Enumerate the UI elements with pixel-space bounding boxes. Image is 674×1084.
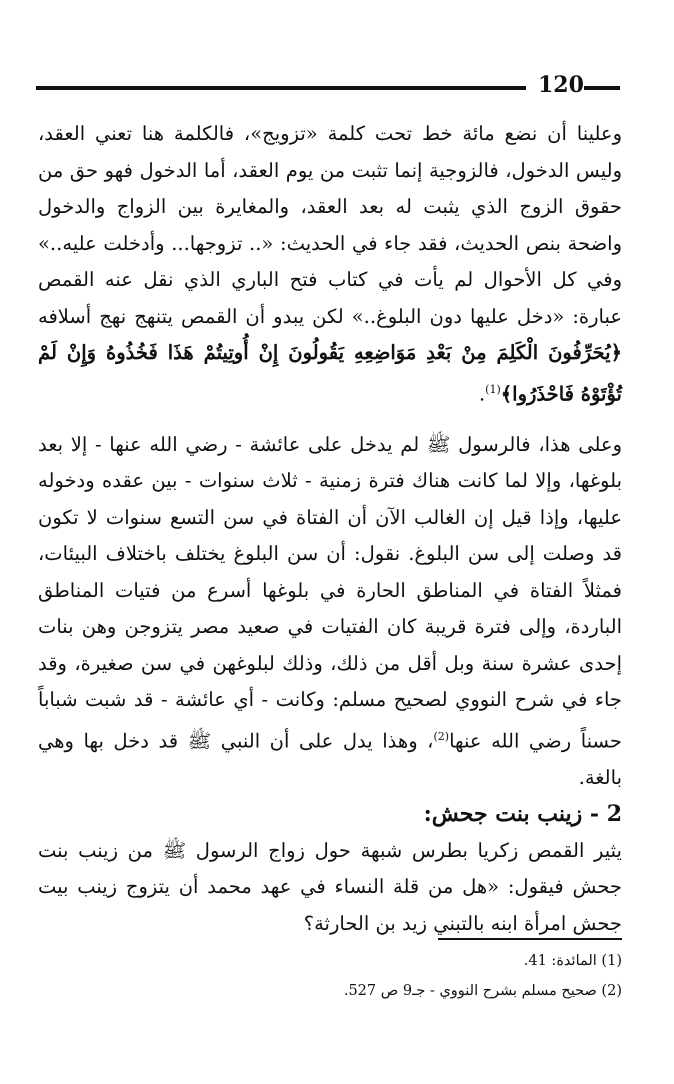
footnote-2: (2) صحيح مسلم بشرح النووي - جـ9 ص 527. xyxy=(343,983,622,999)
footnote-ref-1: (1) xyxy=(485,382,501,396)
paragraph-2: وعلى هذا، فالرسول ﷺ لم يدخل على عائشة - رضي الله عنها - إلا بعد بلوغها، وإلا لما كانت هناك فترة زمنية - ثلاث سنوات - بين عقده ودخوله عليها، وإذا قيل إن الغالب الآن أن الفتاة في سن التسع سنوات لا تكون قد وصلت إلى سن البلوغ. نقول: أن سن البلوغ يختلف باختلاف البيئات، فمثلاً الفتاة في المناطق الحارة في بلوغها أسرع من فتيات المناطق الباردة، وإلى فترة قريبة كان الفتيات في صعيد مصر يتزوجن وهن بنات إحدى عشرة سنة وبل أقل من ذلك، وذلك لبلوغهن في سن صغيرة، وقد جاء في شرح النووي لصحيح مسلم: وكانت - أي عائشة - قد شبت شباباً حسناً رضي الله عنها$^{(2)}$، وهذا يدل على أن النبي ﷺ قد دخل بها وهي بالغة. xyxy=(38,432,622,789)
paragraph-1: وعلينا أن نضع مائة خط تحت كلمة «تزويج»، فالكلمة هنا تعني العقد، وليس الدخول، فالزوجية إنما تثبت من يوم العقد، أما الدخول فهو حق من حقوق الزوج الذي يثبت له بعد العقد، والمغايرة بين الزواج والدخول واضحة بنص الحديث، فقد جاء في الحديث: «.. تزوجها... وأدخلت عليه..» وفي كل الأحوال لم يأت في كتاب فتح الباري الذي نقل عنه القمص عبارة: «دخل عليها دون البلوغ..» لكن يبدو أن القمص يتنهج نهج أسلافه ﴿يُحَرِّفُونَ الْكَلِمَ مِنْ بَعْدِ مَوَاضِعِهِ يَقُولُونَ إِنْ أُوتِيتُمْ هَذَا فَخُذُوهُ وَإِنْ لَمْ تُؤْتَوْهُ فَاحْذَرُوا﴾$^{(1)}$. xyxy=(38,122,622,405)
footnote-ref-2: (2) xyxy=(433,729,450,743)
quran-verse: ﴿يُحَرِّفُونَ الْكَلِمَ مِنْ بَعْدِ مَوَاضِعِهِ يَقُولُونَ إِنْ أُوتِيتُمْ هَذَا فَخُذُوهُ وَإِنْ لَمْ تُؤْتَوْهُ فَاحْذَرُوا﴾ xyxy=(38,341,622,405)
paragraph-3: يثير القمص زكريا بطرس شبهة حول زواج الرسول ﷺ من زينب بنت جحش فيقول: «هل من قلة النساء في عهد محمد أن يتزوج زينب بيت جحش امرأة ابنه بالتبني زيد بن الحارثة؟ xyxy=(38,838,622,935)
header-rule-short xyxy=(584,86,620,90)
main-text xyxy=(38,116,622,942)
page-header xyxy=(36,66,620,102)
paragraph-1-text: وعلينا أن نضع مائة خط تحت كلمة «تزويج»، فالكلمة هنا تعني العقد، وليس الدخول، فالزوجية إنما تثبت من يوم العقد، أما الدخول فهو حق من حقوق الزوج الذي يثبت له بعد العقد، والمغايرة بين الزواج والدخول واضحة بنص الحديث، فقد جاء في الحديث: «.. تزوجها... وأدخلت عليه..» وفي كل الأحوال لم يأت في كتاب فتح الباري الذي نقل عنه القمص عبارة: «دخل عليها دون البلوغ..» لكن يبدو أن القمص يتنهج نهج أسلافه xyxy=(38,122,622,328)
paragraph-2-text: وعلى هذا، فالرسول ﷺ لم يدخل على عائشة - رضي الله عنها - إلا بعد بلوغها، وإلا لما كانت هناك فترة زمنية - ثلاث سنوات - بين عقده ودخوله عليها، وإذا قيل إن الغالب الآن أن الفتاة في سن التسع سنوات لا تكون قد وصلت إلى سن البلوغ. نقول: أن سن البلوغ يختلف باختلاف البيئات، فمثلاً الفتاة في المناطق الحارة في بلوغها أسرع من فتيات المناطق الباردة، وإلى فترة قريبة كان الفتيات في صعيد مصر يتزوجن وهن بنات إحدى عشرة سنة وبل أقل من ذلك، وذلك لبلوغهن في سن صغيرة، وقد جاء في شرح النووي لصحيح مسلم: وكانت - أي عائشة - قد شبت شباباً حسناً رضي الله عنها xyxy=(38,432,622,752)
section-heading: 2 - زينب بنت جحش: xyxy=(423,801,622,827)
paragraph-2-tail: وهذا يدل على أن النبي ﷺ قد دخل بها وهي بالغة. xyxy=(38,729,622,789)
footnote-divider xyxy=(438,938,622,940)
footnote-1: (1) المائدة: 41. xyxy=(523,953,622,969)
page-number: 120 xyxy=(538,72,584,98)
header-rule-long xyxy=(36,86,526,90)
footnotes xyxy=(200,946,622,1006)
